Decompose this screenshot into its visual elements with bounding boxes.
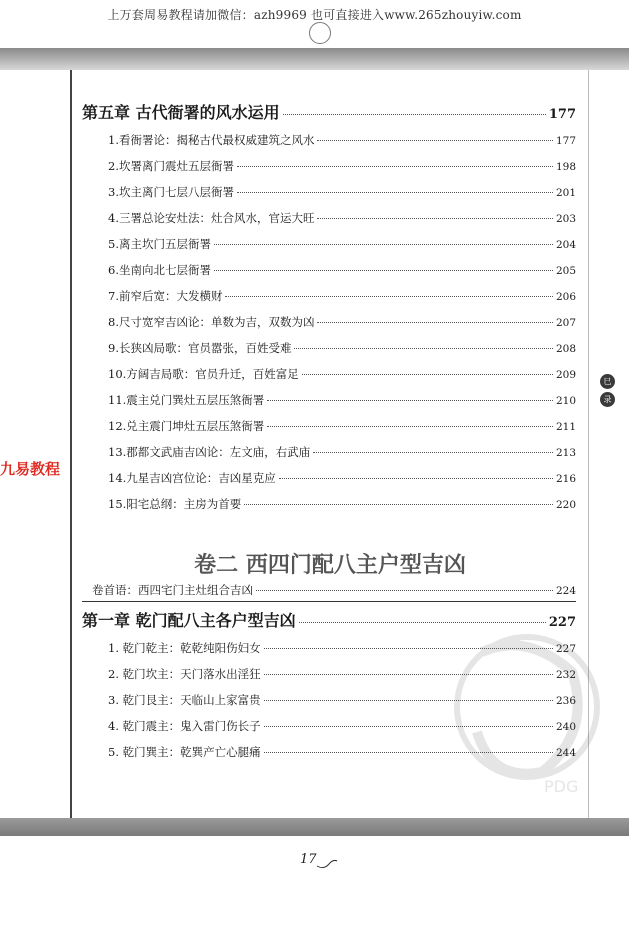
toc-item-title: 2. 乾门坎主：天门落水出淫狂: [108, 667, 261, 681]
flourish-icon: [316, 858, 338, 870]
toc-item-title: 5.离主坎门五层衙署: [108, 237, 211, 251]
toc-page-number: 204: [555, 239, 576, 251]
leader-dots: [267, 400, 553, 401]
toc-page-number: 177: [548, 107, 576, 122]
toc-page-number: 207: [555, 317, 576, 329]
header-watermark: 上万套周易教程请加微信：azh9969 也可直接进入www.265zhouyiw.com: [107, 8, 522, 22]
toc-page-number: 211: [555, 421, 576, 433]
toc-page-number: 216: [555, 473, 576, 485]
toc-page-number: 244: [555, 747, 576, 759]
toc-chapter-title: 第五章 古代衙署的风水运用: [82, 103, 280, 122]
toc-page-number: 224: [555, 585, 576, 597]
top-band: [0, 48, 629, 70]
toc-chapter-5[interactable]: [82, 100, 576, 123]
toc-item-title: 4.三署总论安灶法：灶合风水，官运大旺: [108, 211, 315, 225]
toc-item[interactable]: [82, 132, 576, 148]
toc-item-title: 2.坎署离门震灶五层衙署: [108, 159, 234, 173]
toc-item-title: 4. 乾门震主：鬼入雷门伤长子: [108, 719, 261, 733]
toc-page-number: 208: [555, 343, 576, 355]
toc-item-title: 15.阳宅总纲：主房为首要: [108, 497, 242, 511]
toc-item-title: 14.九星吉凶宫位论：吉凶星克应: [108, 471, 276, 485]
toc-item-title: 9.长狭凶局歌：官员嚣张，百姓受难: [108, 341, 292, 355]
toc-page-number: 205: [555, 265, 576, 277]
toc-item-title: 3.坎主离门七层八层衙署: [108, 185, 234, 199]
toc-item[interactable]: [82, 444, 576, 460]
side-label: 九易教程: [0, 460, 61, 478]
toc-item[interactable]: [82, 666, 576, 682]
toc-item[interactable]: [82, 236, 576, 252]
toc-item[interactable]: [82, 418, 576, 434]
toc-preface[interactable]: [82, 582, 576, 598]
toc-item-title: 8.尺寸宽窄吉凶论：单数为吉，双数为凶: [108, 315, 315, 329]
leader-dots: [264, 700, 553, 701]
leader-dots: [264, 726, 553, 727]
side-badge: 巳: [600, 374, 615, 389]
toc-page-number: 209: [555, 369, 576, 381]
toc-page-number: 203: [555, 213, 576, 225]
toc-item[interactable]: [82, 470, 576, 486]
leader-dots: [214, 270, 553, 271]
leader-dots: [317, 140, 552, 141]
toc-item[interactable]: [82, 496, 576, 512]
toc-page-number: 227: [555, 643, 576, 655]
leader-dots: [264, 674, 553, 675]
toc-page-number: 210: [555, 395, 576, 407]
leader-dots: [256, 590, 553, 591]
toc-item[interactable]: [82, 718, 576, 734]
toc-page-number: 213: [555, 447, 576, 459]
toc-page-number: 240: [555, 721, 576, 733]
toc-item-title: 10.方阔吉局歌：官员升迁，百姓富足: [108, 367, 299, 381]
toc-item-title: 5. 乾门巽主：乾巽产亡心腿痛: [108, 745, 261, 759]
top-ornament-icon: [309, 22, 331, 44]
toc-item-title: 6.坐南向北七层衙署: [108, 263, 211, 277]
leader-dots: [294, 348, 552, 349]
toc-item[interactable]: [82, 392, 576, 408]
toc-item[interactable]: [82, 262, 576, 278]
toc-item[interactable]: [82, 340, 576, 356]
toc-page-number: 198: [555, 161, 576, 173]
toc-item[interactable]: [82, 314, 576, 330]
toc-item-title: 13.郡都文武庙吉凶论：左文庙，右武庙: [108, 445, 311, 459]
leader-dots: [264, 648, 553, 649]
toc-item-title: 1.看衙署论：揭秘古代最权威建筑之风水: [108, 133, 315, 147]
toc-item[interactable]: [82, 366, 576, 382]
leader-dots: [283, 114, 546, 115]
divider: [82, 601, 576, 602]
toc-page-number: 201: [555, 187, 576, 199]
leader-dots: [302, 374, 553, 375]
toc-page-number: 220: [555, 499, 576, 511]
toc-page: [70, 70, 589, 818]
leader-dots: [214, 244, 553, 245]
toc-item[interactable]: [82, 640, 576, 656]
leader-dots: [313, 452, 553, 453]
leader-dots: [317, 218, 552, 219]
toc-page-number: 227: [548, 615, 576, 630]
toc-page-number: 236: [555, 695, 576, 707]
leader-dots: [317, 322, 552, 323]
leader-dots: [267, 426, 553, 427]
leader-dots: [264, 752, 553, 753]
toc-chapter-1[interactable]: [82, 608, 576, 631]
leader-dots: [237, 192, 553, 193]
leader-dots: [299, 622, 546, 623]
leader-dots: [237, 166, 553, 167]
toc-item[interactable]: [82, 692, 576, 708]
toc-item[interactable]: [82, 744, 576, 760]
page-number: 17: [300, 852, 317, 867]
leader-dots: [244, 504, 553, 505]
side-badge: 录: [600, 392, 615, 407]
toc-item[interactable]: [82, 210, 576, 226]
toc-page-number: 206: [555, 291, 576, 303]
toc-item-title: 7.前窄后宽：大发横财: [108, 289, 223, 303]
toc-item-title: 11.震主兑门巽灶五层压煞衙署: [108, 393, 265, 407]
leader-dots: [279, 478, 553, 479]
toc-chapter-title: 第一章 乾门配八主各户型吉凶: [82, 611, 296, 630]
toc-item[interactable]: [82, 158, 576, 174]
toc-item-title: 12.兑主震门坤灶五层压煞衙署: [108, 419, 265, 433]
toc-page-number: 232: [555, 669, 576, 681]
volume-title: 卷二 西四门配八主户型吉凶: [194, 553, 466, 578]
toc-item-title: 卷首语：西四宅门主灶组合吉凶: [92, 583, 253, 597]
toc-item-title: 1. 乾门乾主：乾乾纯阳伤妇女: [108, 641, 261, 655]
leader-dots: [225, 296, 552, 297]
toc-item-title: 3. 乾门艮主：天临山上家富贵: [108, 693, 261, 707]
toc-item[interactable]: [82, 184, 576, 200]
toc-page-number: 177: [555, 135, 576, 147]
bottom-band: [0, 818, 629, 836]
toc-item[interactable]: [82, 288, 576, 304]
